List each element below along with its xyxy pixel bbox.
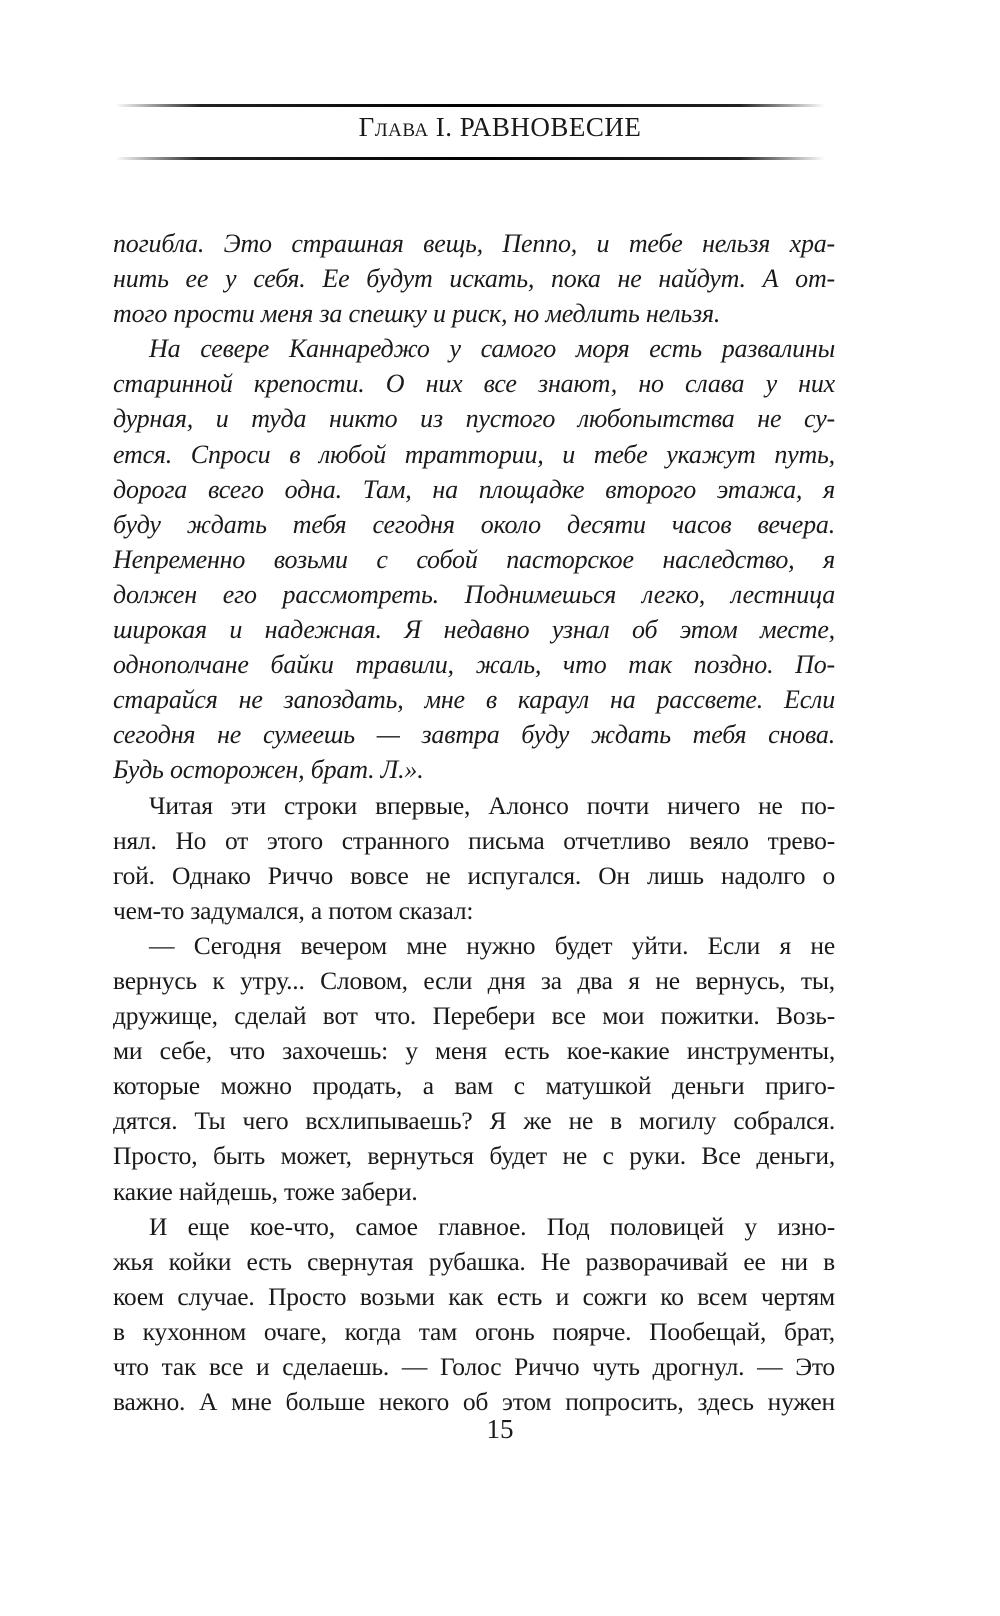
text-line: жья койки есть свернутая рубашка. Не разворачивай ее ни в — [113, 1246, 835, 1276]
text-line: которые можно продать, а вам с матушкой деньги приго- — [113, 1071, 835, 1101]
page-number: 15 — [486, 1414, 514, 1444]
text-line: Просто, быть может, вернуться будет не с руки. Все деньги, — [113, 1141, 835, 1171]
text-line: дорога всего одна. Там, на площадке второго этажа, я — [113, 474, 835, 504]
running-head — [0, 112, 1000, 143]
text-line: старайся не запоздать, мне в караул на рассвете. Если — [113, 685, 835, 715]
text-line: буду ждать тебя сегодня около десяти часов вечера. — [113, 509, 835, 539]
text-line: чем-то задумался, а потом сказал: — [113, 895, 474, 925]
text-line: того прости меня за спешку и риск, но медлить нельзя. — [113, 299, 721, 329]
text-line: однополчане байки травили, жаль, что так поздно. По- — [113, 650, 835, 680]
paragraph — [113, 788, 835, 928]
text-line: Непременно возьми с собой пасторское наследство, я — [113, 544, 835, 574]
text-line: На севере Каннареджо у самого моря есть развалины — [149, 334, 835, 364]
text-line: должен его рассмотреть. Поднимешься легко, лестница — [113, 579, 835, 609]
body-text — [113, 226, 835, 1419]
text-line: дружище, сделай вот что. Перебери все мои пожитки. Возь- — [113, 1001, 835, 1031]
text-line: Читая эти строки впервые, Алонсо почти ничего не по- — [149, 790, 835, 820]
text-line: нял. Но от этого странного письма отчетливо веяло трево- — [113, 825, 835, 855]
text-line: старинной крепости. О них все знают, но слава у них — [113, 369, 835, 399]
text-line: дурная, и туда никто из пустого любопытства не су- — [113, 404, 835, 434]
text-line: гой. Однако Риччо вовсе не испугался. Он лишь надолго о — [113, 860, 835, 890]
text-line: погибла. Это страшная вещь, Пеппо, и тебе нельзя хра- — [113, 229, 835, 258]
header-rule-bottom — [115, 157, 825, 160]
text-line: коем случае. Просто возьми как есть и сожги ко всем чертям — [113, 1281, 835, 1311]
text-line: важно. А мне больше некого об этом попросить, здесь нужен — [113, 1387, 835, 1417]
chapter-word: Глава — [358, 112, 429, 142]
text-line: ется. Спроси в любой траттории, и тебе укажут путь, — [113, 439, 835, 469]
text-line: широкая и надежная. Я недавно узнал об этом месте, — [113, 615, 835, 645]
text-line: — Сегодня вечером мне нужно будет уйти. Если я не — [149, 930, 835, 960]
paragraph — [113, 928, 835, 1209]
text-line: сегодня не сумеешь — завтра буду ждать тебя снова. — [113, 720, 835, 750]
text-line: И еще кое-что, самое главное. Под половицей у изно- — [149, 1211, 835, 1241]
text-line: ми себе, что захочешь: у меня есть кое-какие инструменты, — [113, 1036, 835, 1066]
paragraph — [113, 1209, 835, 1420]
text-line: в кухонном очаге, когда там огонь поярче. Пообещай, брат, — [113, 1316, 835, 1346]
text-line: вернусь к утру... Словом, если дня за два я не вернусь, ты, — [113, 965, 835, 995]
text-line: какие найдешь, тоже забери. — [113, 1176, 418, 1206]
paragraph — [113, 226, 835, 331]
text-line: нить ее у себя. Ее будут искать, пока не найдут. А от- — [113, 264, 835, 294]
text-line: дятся. Ты чего всхлипываешь? Я же не в могилу собрался. — [113, 1106, 835, 1136]
header-rule-top — [115, 104, 825, 107]
paragraph — [113, 331, 835, 787]
text-line: Будь осторожен, брат. Л.». — [113, 755, 424, 785]
chapter-title: I. РАВНОВЕСИЕ — [428, 112, 642, 142]
text-line: что так все и сделаешь. — Голос Риччо чуть дрогнул. — Это — [113, 1352, 835, 1381]
